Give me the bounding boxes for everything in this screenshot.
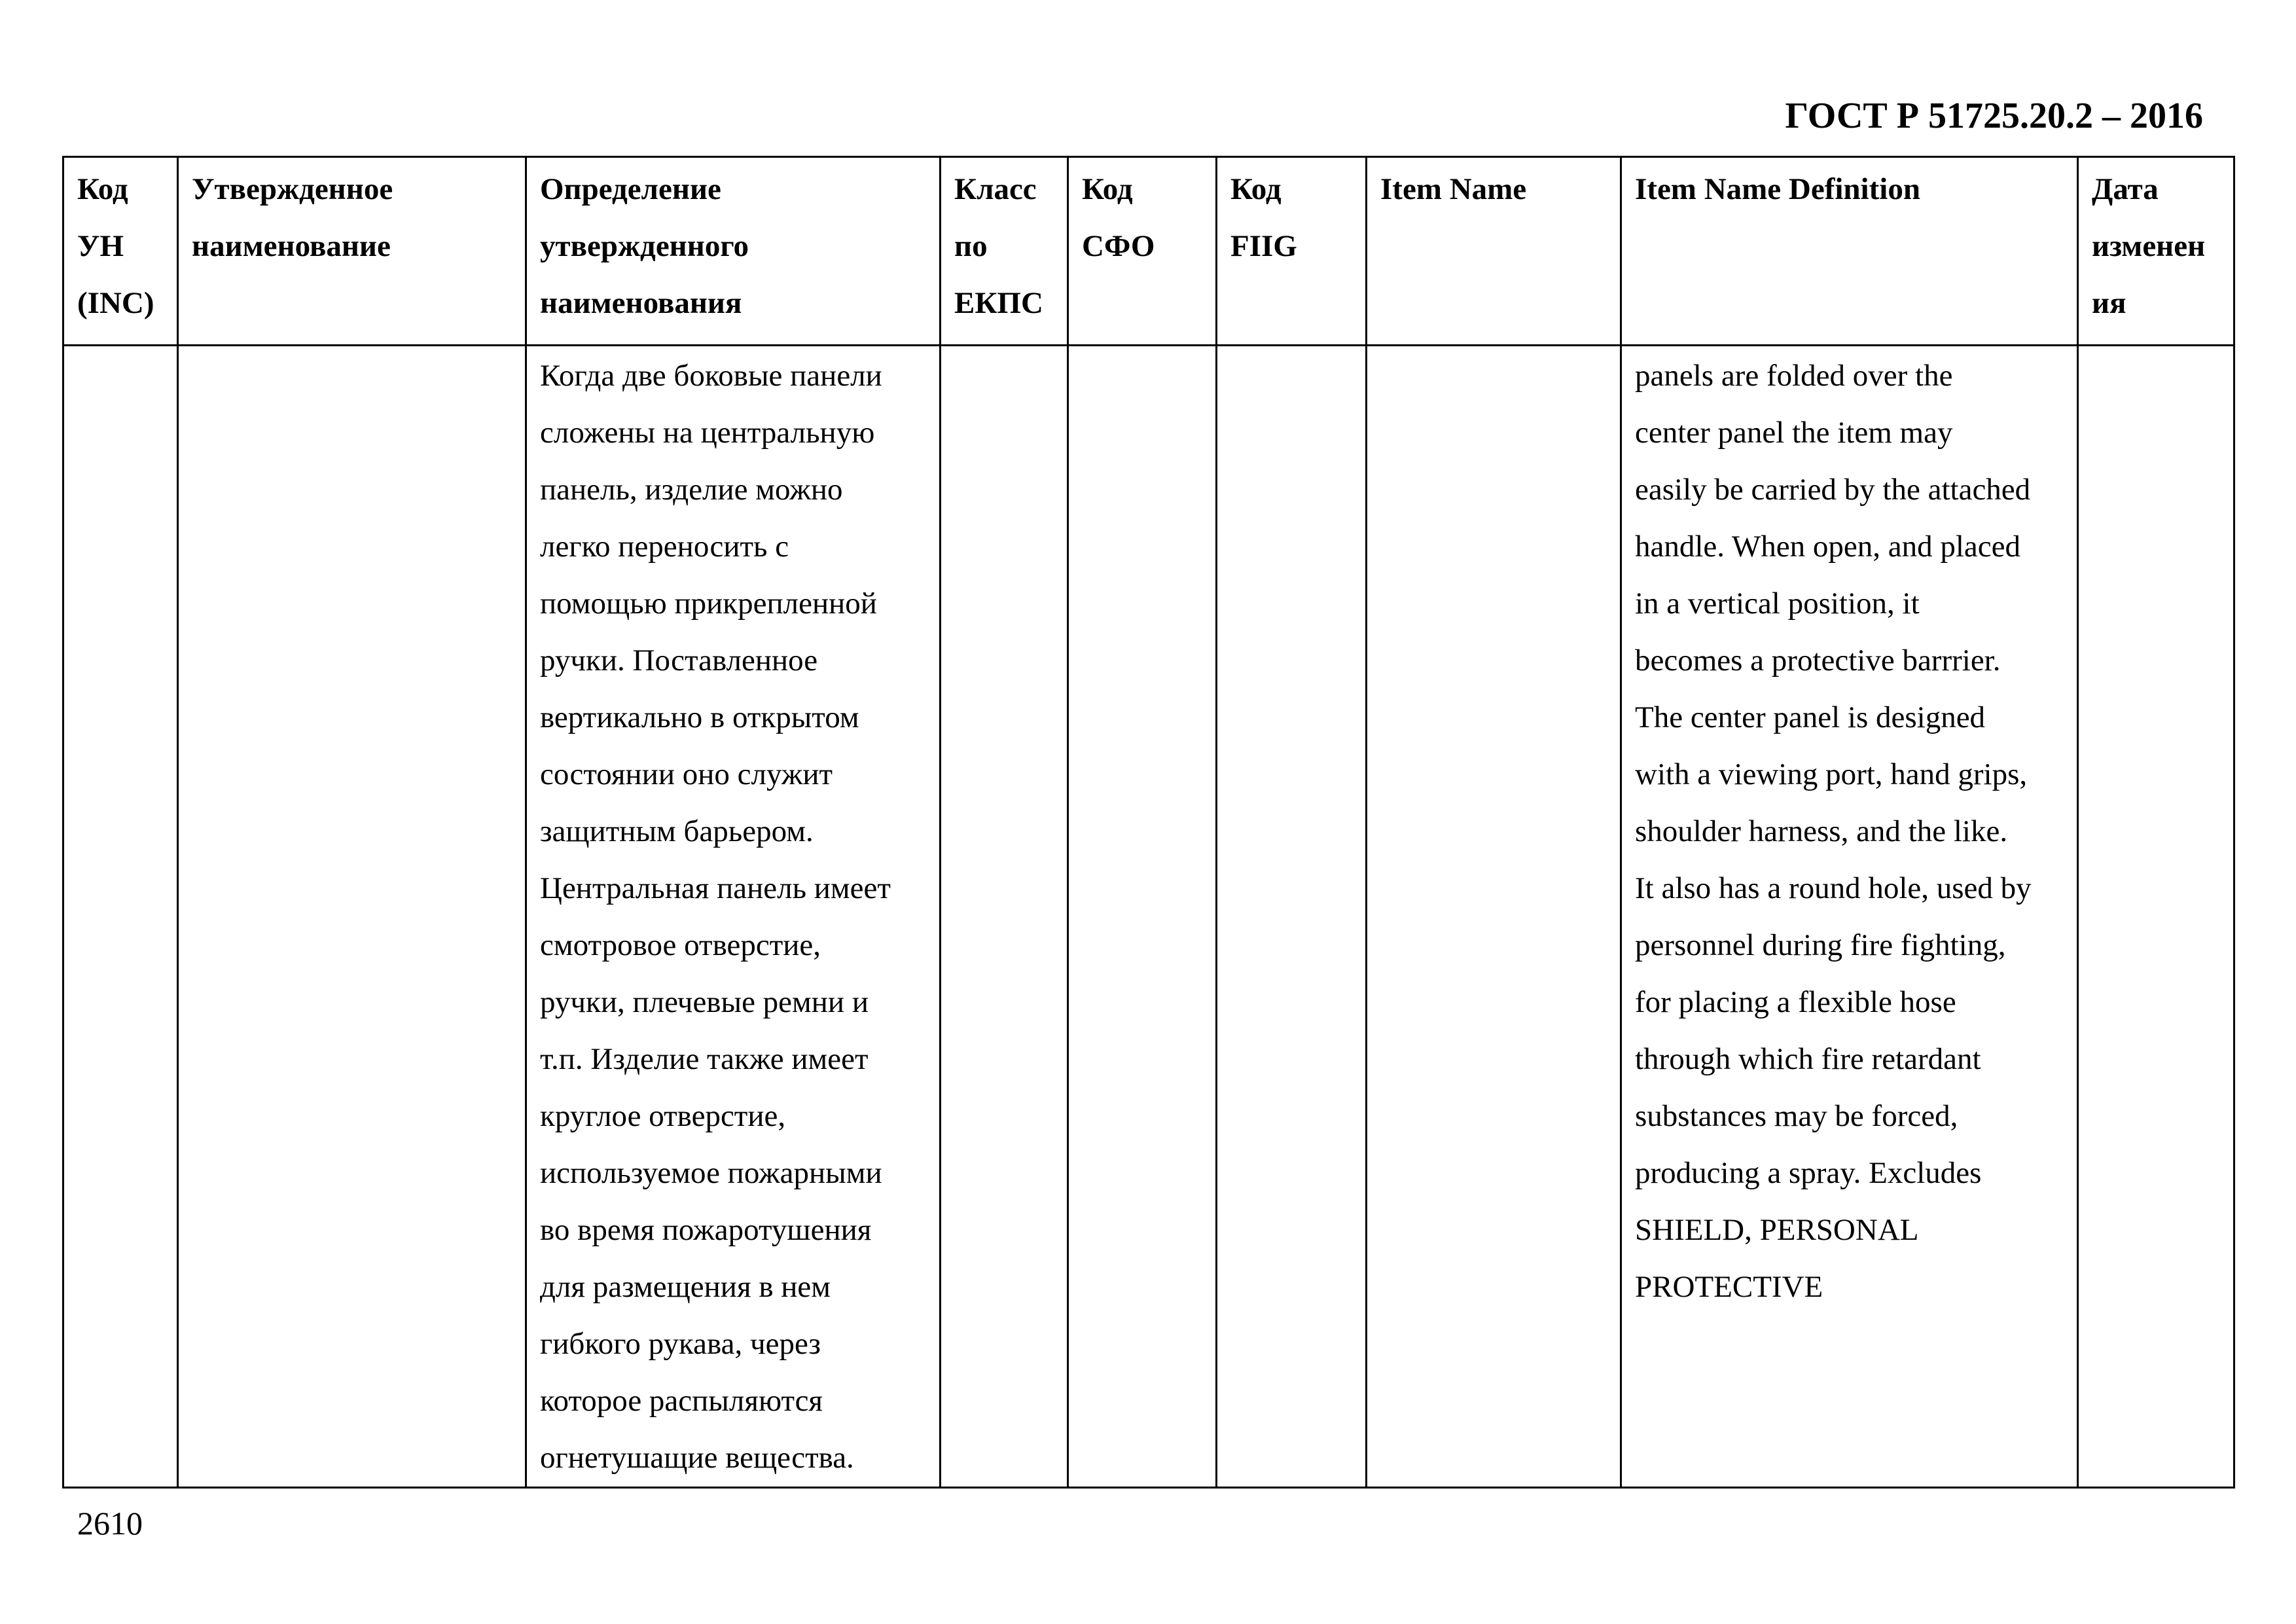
cell-item-name (1367, 346, 1621, 1488)
column-header-class-ekps: Класс по ЕКПС (941, 157, 1068, 346)
cell-approved-name (178, 346, 526, 1488)
column-header-item-name: Item Name (1367, 157, 1621, 346)
cell-item-name-definition: panels are folded over the center panel the item may easily be carried by the attached handle. When open, and placed in a vertical position, it becomes a protective barrrier. The center panel is designed with a viewing port, hand grips, shoulder harness, and the like. It also has a round hole, used by personnel during fire fighting, for placing a flexible hose through which fire retardant substances may be forced, producing a spray. Excludes SHIELD, PERSONAL PROTECTIVE (1621, 346, 2078, 1488)
table-header-row (63, 157, 2234, 346)
document-header: ГОСТ Р 51725.20.2 – 2016 (1785, 96, 2203, 136)
cell-class-ekps (941, 346, 1068, 1488)
page-number: 2610 (77, 1505, 143, 1542)
nomenclature-table (62, 156, 2235, 1489)
column-header-code-fiig: Код FIIG (1217, 157, 1367, 346)
cell-code-fiig (1217, 346, 1367, 1488)
column-header-code-sfo: Код СФО (1068, 157, 1217, 346)
cell-change-date (2078, 346, 2234, 1488)
column-header-change-date: Дата изменен ия (2078, 157, 2234, 346)
cell-definition-ru: Когда две боковые панели сложены на центральную панель, изделие можно легко переносить с помощью прикрепленной ручки. Поставленное вертикально в открытом состоянии оно служит защитным барьером. Центральная панель имеет смотровое отверстие, ручки, плечевые ремни и т.п. Изделие также имеет круглое отверстие, используемое пожарными во время пожаротушения для размещения в нем гибкого рукава, через которое распыляются огнетушащие вещества. (526, 346, 941, 1488)
table-row (63, 346, 2234, 1488)
cell-inc-code (63, 346, 178, 1488)
column-header-item-name-definition: Item Name Definition (1621, 157, 2078, 346)
cell-code-sfo (1068, 346, 1217, 1488)
column-header-approved-name: Утвержденное наименование (178, 157, 526, 346)
column-header-definition: Определение утвержденного наименования (526, 157, 941, 346)
column-header-inc-code: Код УН (INC) (63, 157, 178, 346)
